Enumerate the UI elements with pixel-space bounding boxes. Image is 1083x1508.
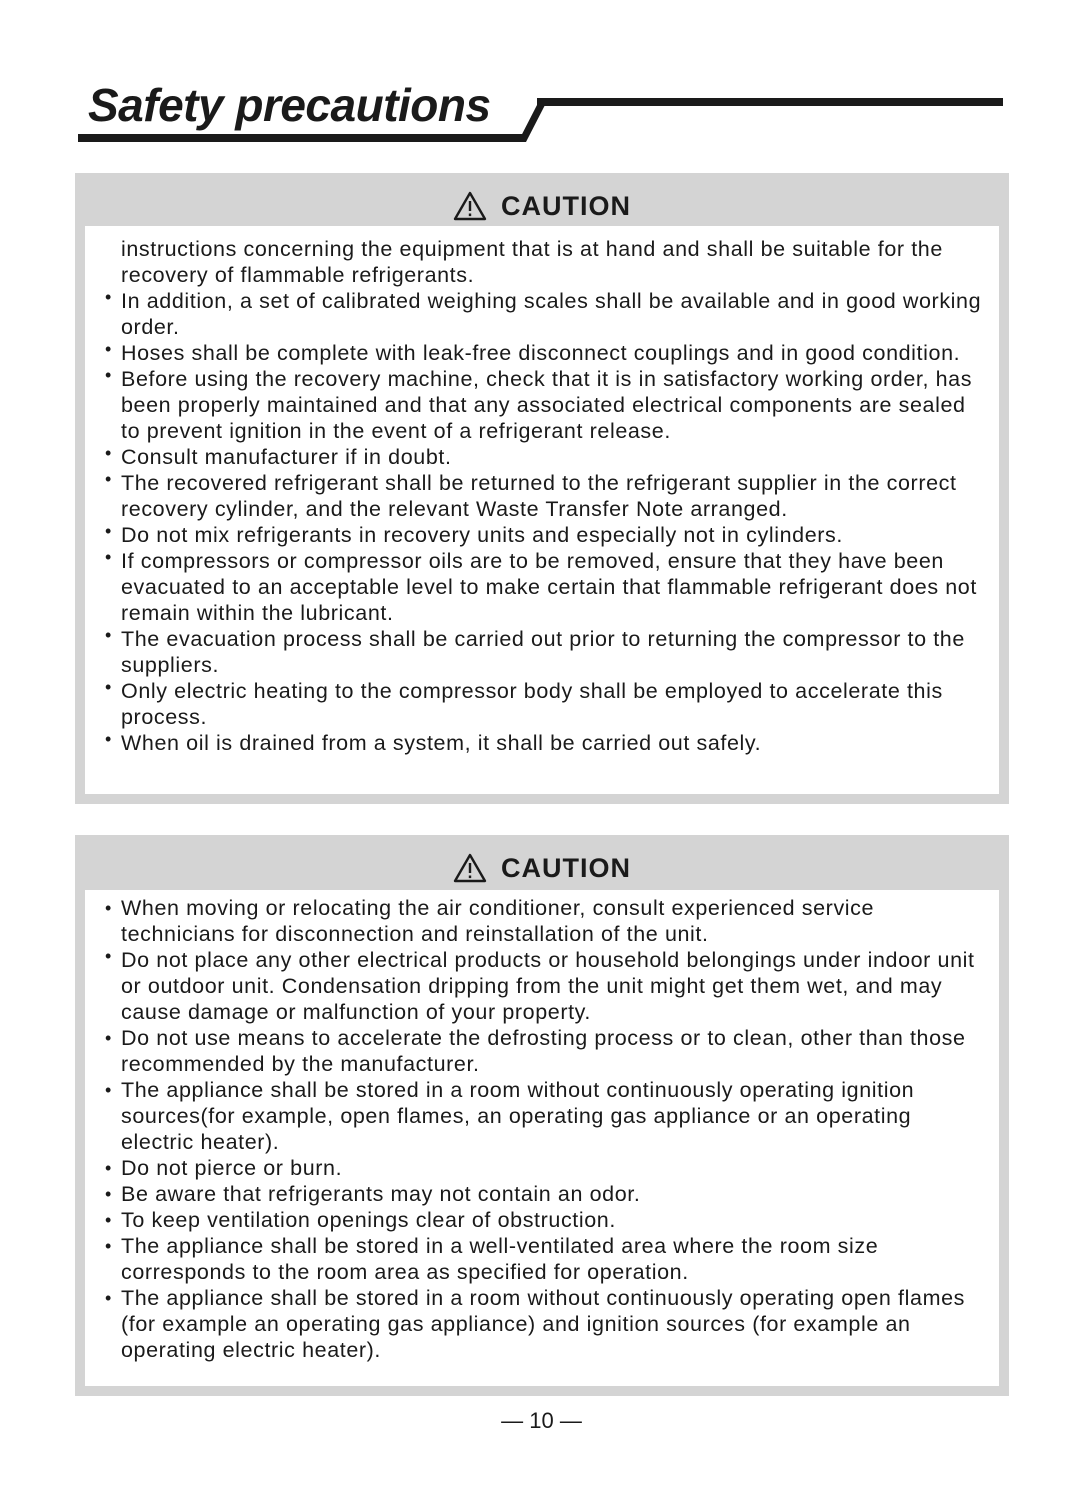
list-item: • Do not place any other electrical products or household belongings under indoor unit or outdoor unit. Condensation dripping from the unit might get them wet, and may cause damage or malfunction of your property. — [85, 947, 989, 1025]
list-item: • In addition, a set of calibrated weighing scales shall be available and in good working order. — [85, 288, 985, 340]
page-number-value: 10 — [529, 1408, 554, 1433]
list-item: • Only electric heating to the compressor body shall be employed to accelerate this process. — [85, 678, 985, 730]
list-item: • The appliance shall be stored in a well-ventilated area where the room size corresponds to the room area as specified for operation. — [85, 1233, 989, 1285]
warning-triangle-icon — [453, 191, 487, 221]
list-item: • Hoses shall be complete with leak-free disconnect couplings and in good condition. — [85, 340, 985, 366]
page-title: Safety precautions — [88, 79, 491, 131]
list-item: • Do not mix refrigerants in recovery units and especially not in cylinders. — [85, 522, 985, 548]
page-number — [0, 1408, 1083, 1434]
list-item: • The appliance shall be stored in a room without continuously operating open flames (for example an operating gas appliance) and ignition sources (for example an operating electric heater). — [85, 1285, 989, 1363]
list-item: • The evacuation process shall be carried out prior to returning the compressor to the suppliers. — [85, 626, 985, 678]
caution-body — [85, 890, 999, 1386]
caution-label: CAUTION — [501, 190, 631, 221]
list-item: • Be aware that refrigerants may not contain an odor. — [85, 1181, 989, 1207]
caution-box-1 — [75, 173, 1009, 804]
caution-list — [85, 895, 989, 1363]
list-item: • Consult manufacturer if in doubt. — [85, 444, 985, 470]
list-item: • To keep ventilation openings clear of obstruction. — [85, 1207, 989, 1233]
list-item: • When moving or relocating the air conditioner, consult experienced service technicians for disconnection and reinstallation of the unit. — [85, 895, 989, 947]
caution-label: CAUTION — [501, 852, 631, 883]
caution-list — [85, 236, 985, 756]
warning-triangle-icon — [453, 853, 487, 883]
list-item: • The recovered refrigerant shall be returned to the refrigerant supplier in the correct recovery cylinder, and the relevant Waste Transfer Note arranged. — [85, 470, 985, 522]
list-item: • Do not use means to accelerate the defrosting process or to clean, other than those recommended by the manufacturer. — [85, 1025, 989, 1077]
list-item: • Do not pierce or burn. — [85, 1155, 989, 1181]
caution-box-2 — [75, 835, 1009, 1396]
list-item: instructions concerning the equipment that is at hand and shall be suitable for the recovery of flammable refrigerants. — [121, 237, 943, 287]
page-number-dash-left: — — [501, 1408, 524, 1433]
list-item: • The appliance shall be stored in a room without continuously operating ignition sources(for example, open flames, an operating gas appliance or an operating electric heater). — [85, 1077, 989, 1155]
list-item: • Before using the recovery machine, check that it is in satisfactory working order, has been properly maintained and that any associated electrical components are sealed to prevent ignition in the event of a refrigerant release. — [85, 366, 985, 444]
list-item: • If compressors or compressor oils are to be removed, ensure that they have been evacuated to an acceptable level to make certain that flammable refrigerant does not remain within the lubricant. — [85, 548, 985, 626]
list-item: • When oil is drained from a system, it shall be carried out safely. — [85, 730, 985, 756]
page-number-dash-right: — — [559, 1408, 582, 1433]
caution-body — [85, 226, 999, 794]
